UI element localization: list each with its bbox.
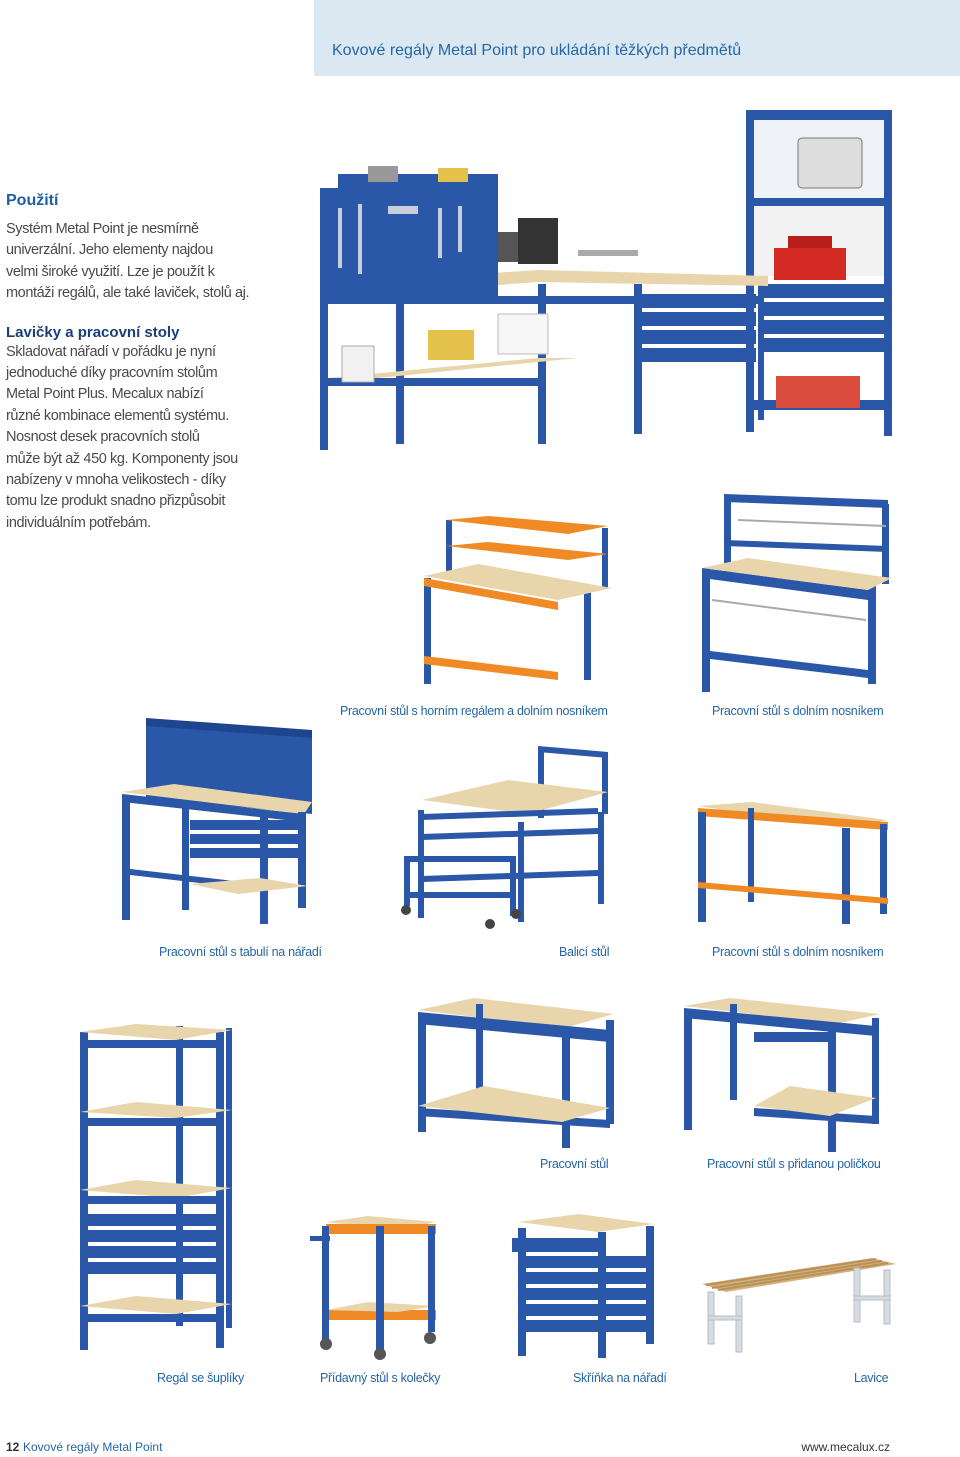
packing-table-image bbox=[398, 744, 610, 934]
bench-tool-board-image bbox=[118, 718, 314, 928]
usage-line: velmi široké využití. Lze je použít k bbox=[6, 263, 215, 280]
caption-side-table-wheels: Přídavný stůl s kolečky bbox=[320, 1371, 441, 1385]
benches-paragraph bbox=[6, 342, 306, 535]
text-column bbox=[6, 192, 306, 534]
usage-line: univerzální. Jeho elementy najdou bbox=[6, 242, 213, 259]
usage-line: montáži regálů, ale také laviček, stolů aj. bbox=[6, 285, 250, 302]
footer-title: Kovové regály Metal Point bbox=[23, 1440, 163, 1454]
bench-orange-beam-image bbox=[692, 800, 890, 926]
benches-line: jednoduché díky pracovním stolům bbox=[6, 365, 218, 382]
benches-line: Nosnost desek pracovních stolů bbox=[6, 429, 200, 446]
benches-line: Metal Point Plus. Mecalux nabízí bbox=[6, 386, 204, 403]
benches-line: tomu lze produkt snadno přizpůsobit bbox=[6, 493, 225, 510]
benches-line: různé kombinace elementů systému. bbox=[6, 407, 229, 424]
tool-cabinet-image bbox=[508, 1214, 658, 1358]
caption-work-bench: Pracovní stůl bbox=[540, 1157, 609, 1171]
bench-added-shelf-image bbox=[680, 996, 882, 1156]
caption-bench-orange-beam: Pracovní stůl s dolním nosníkem bbox=[712, 945, 884, 959]
workshop-corner-image bbox=[318, 108, 898, 453]
usage-paragraph bbox=[6, 219, 306, 305]
footer-url: www.mecalux.cz bbox=[801, 1440, 890, 1454]
side-table-wheels-image bbox=[308, 1214, 442, 1364]
caption-drawer-shelving: Regál se šuplíky bbox=[157, 1371, 244, 1385]
bench-top-shelf-image bbox=[418, 512, 614, 688]
caption-bench-top-shelf: Pracovní stůl s horním regálem a dolním nosníkem bbox=[340, 704, 608, 718]
benches-heading: Lavičky a pracovní stoly bbox=[6, 323, 180, 341]
benches-line: individuálním potřebám. bbox=[6, 514, 151, 531]
benches-line: může být až 450 kg. Komponenty jsou bbox=[6, 450, 238, 467]
caption-tool-cabinet: Skříňka na nářadí bbox=[573, 1371, 667, 1385]
usage-heading: Použití bbox=[6, 192, 59, 209]
benches-line: Skladovat nářadí v pořádku je nyní bbox=[6, 343, 216, 360]
caption-bench-bottom-beam: Pracovní stůl s dolním nosníkem bbox=[712, 704, 884, 718]
caption-bench-added-shelf: Pracovní stůl s přidanou poličkou bbox=[707, 1157, 881, 1171]
bench-bottom-beam-image bbox=[698, 490, 894, 696]
bench-seat-image bbox=[698, 1254, 898, 1354]
usage-line: Systém Metal Point je nesmírně bbox=[6, 221, 199, 237]
caption-packing-table: Balicí stůl bbox=[559, 945, 610, 959]
benches-line: nabízeny v mnoha velikostech - díky bbox=[6, 472, 226, 489]
page-number: 12 bbox=[6, 1440, 20, 1454]
drawer-shelving-image bbox=[76, 1022, 236, 1354]
header-band bbox=[314, 0, 960, 76]
caption-bench-tool-board: Pracovní stůl s tabulí na nářadí bbox=[159, 945, 322, 959]
work-bench-image bbox=[414, 996, 618, 1152]
page-title: Kovové regály Metal Point pro ukládání těžkých předmětů bbox=[332, 42, 742, 59]
caption-bench-seat: Lavice bbox=[854, 1371, 889, 1385]
